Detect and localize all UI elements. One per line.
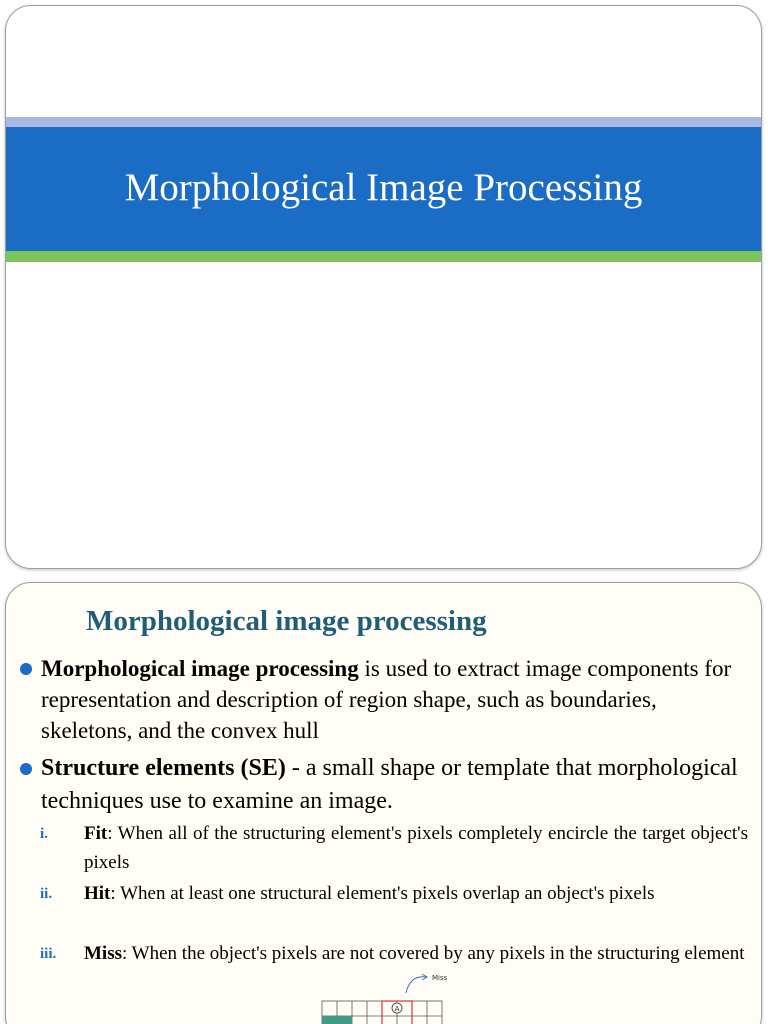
sub-item-body: : When the object's pixels are not covered by any pixels in the structuring element [122, 943, 745, 964]
sub-item-number: ii. [40, 886, 53, 902]
miss-label: Miss [432, 974, 448, 982]
structuring-element-diagram [318, 967, 468, 1024]
sub-item-hit [40, 879, 748, 908]
bullet-body: - a small shape or template that morphological techniques use to examine an image. [41, 755, 738, 814]
bullet-dot-icon [20, 763, 32, 775]
bullet-term: Structure elements (SE) [41, 755, 286, 781]
sub-item-term: Fit [84, 823, 108, 844]
sub-item-term: Miss [84, 943, 122, 964]
sub-item-number: iii. [40, 946, 57, 962]
sub-item-body: : When all of the structuring element's pixels completely encircle the target object's pixels [84, 823, 748, 873]
marker-label: A [394, 1005, 400, 1013]
sub-item-text [84, 879, 748, 908]
content-heading: Morphological image processing [86, 605, 487, 637]
sub-item-text [84, 939, 748, 968]
title-band [6, 127, 761, 251]
sub-item-term: Hit [84, 883, 111, 904]
bullet-dot-icon [20, 663, 32, 675]
object-pixels [322, 1016, 352, 1024]
content-slide [5, 582, 762, 1024]
sub-item-number: i. [40, 826, 48, 842]
sub-item-miss [40, 939, 748, 968]
title-top-band [6, 117, 761, 127]
bullet-body: is used to extract image components for representation and description of region shape, such as boundaries, skeletons, and the convex hull [41, 656, 732, 743]
bullet-item [20, 752, 748, 818]
bullet-text [41, 653, 748, 746]
sub-item-body: : When at least one structural element's pixels overlap an object's pixels [110, 883, 655, 904]
bullet-term: Morphological image processing [41, 656, 359, 681]
title-slide [5, 5, 762, 569]
bullet-text [41, 752, 748, 818]
slide-title: Morphological Image Processing [124, 166, 643, 209]
sub-item-text [84, 819, 748, 877]
sub-item-fit [40, 819, 748, 877]
bullet-item [20, 653, 748, 746]
title-bottom-band [6, 251, 761, 262]
